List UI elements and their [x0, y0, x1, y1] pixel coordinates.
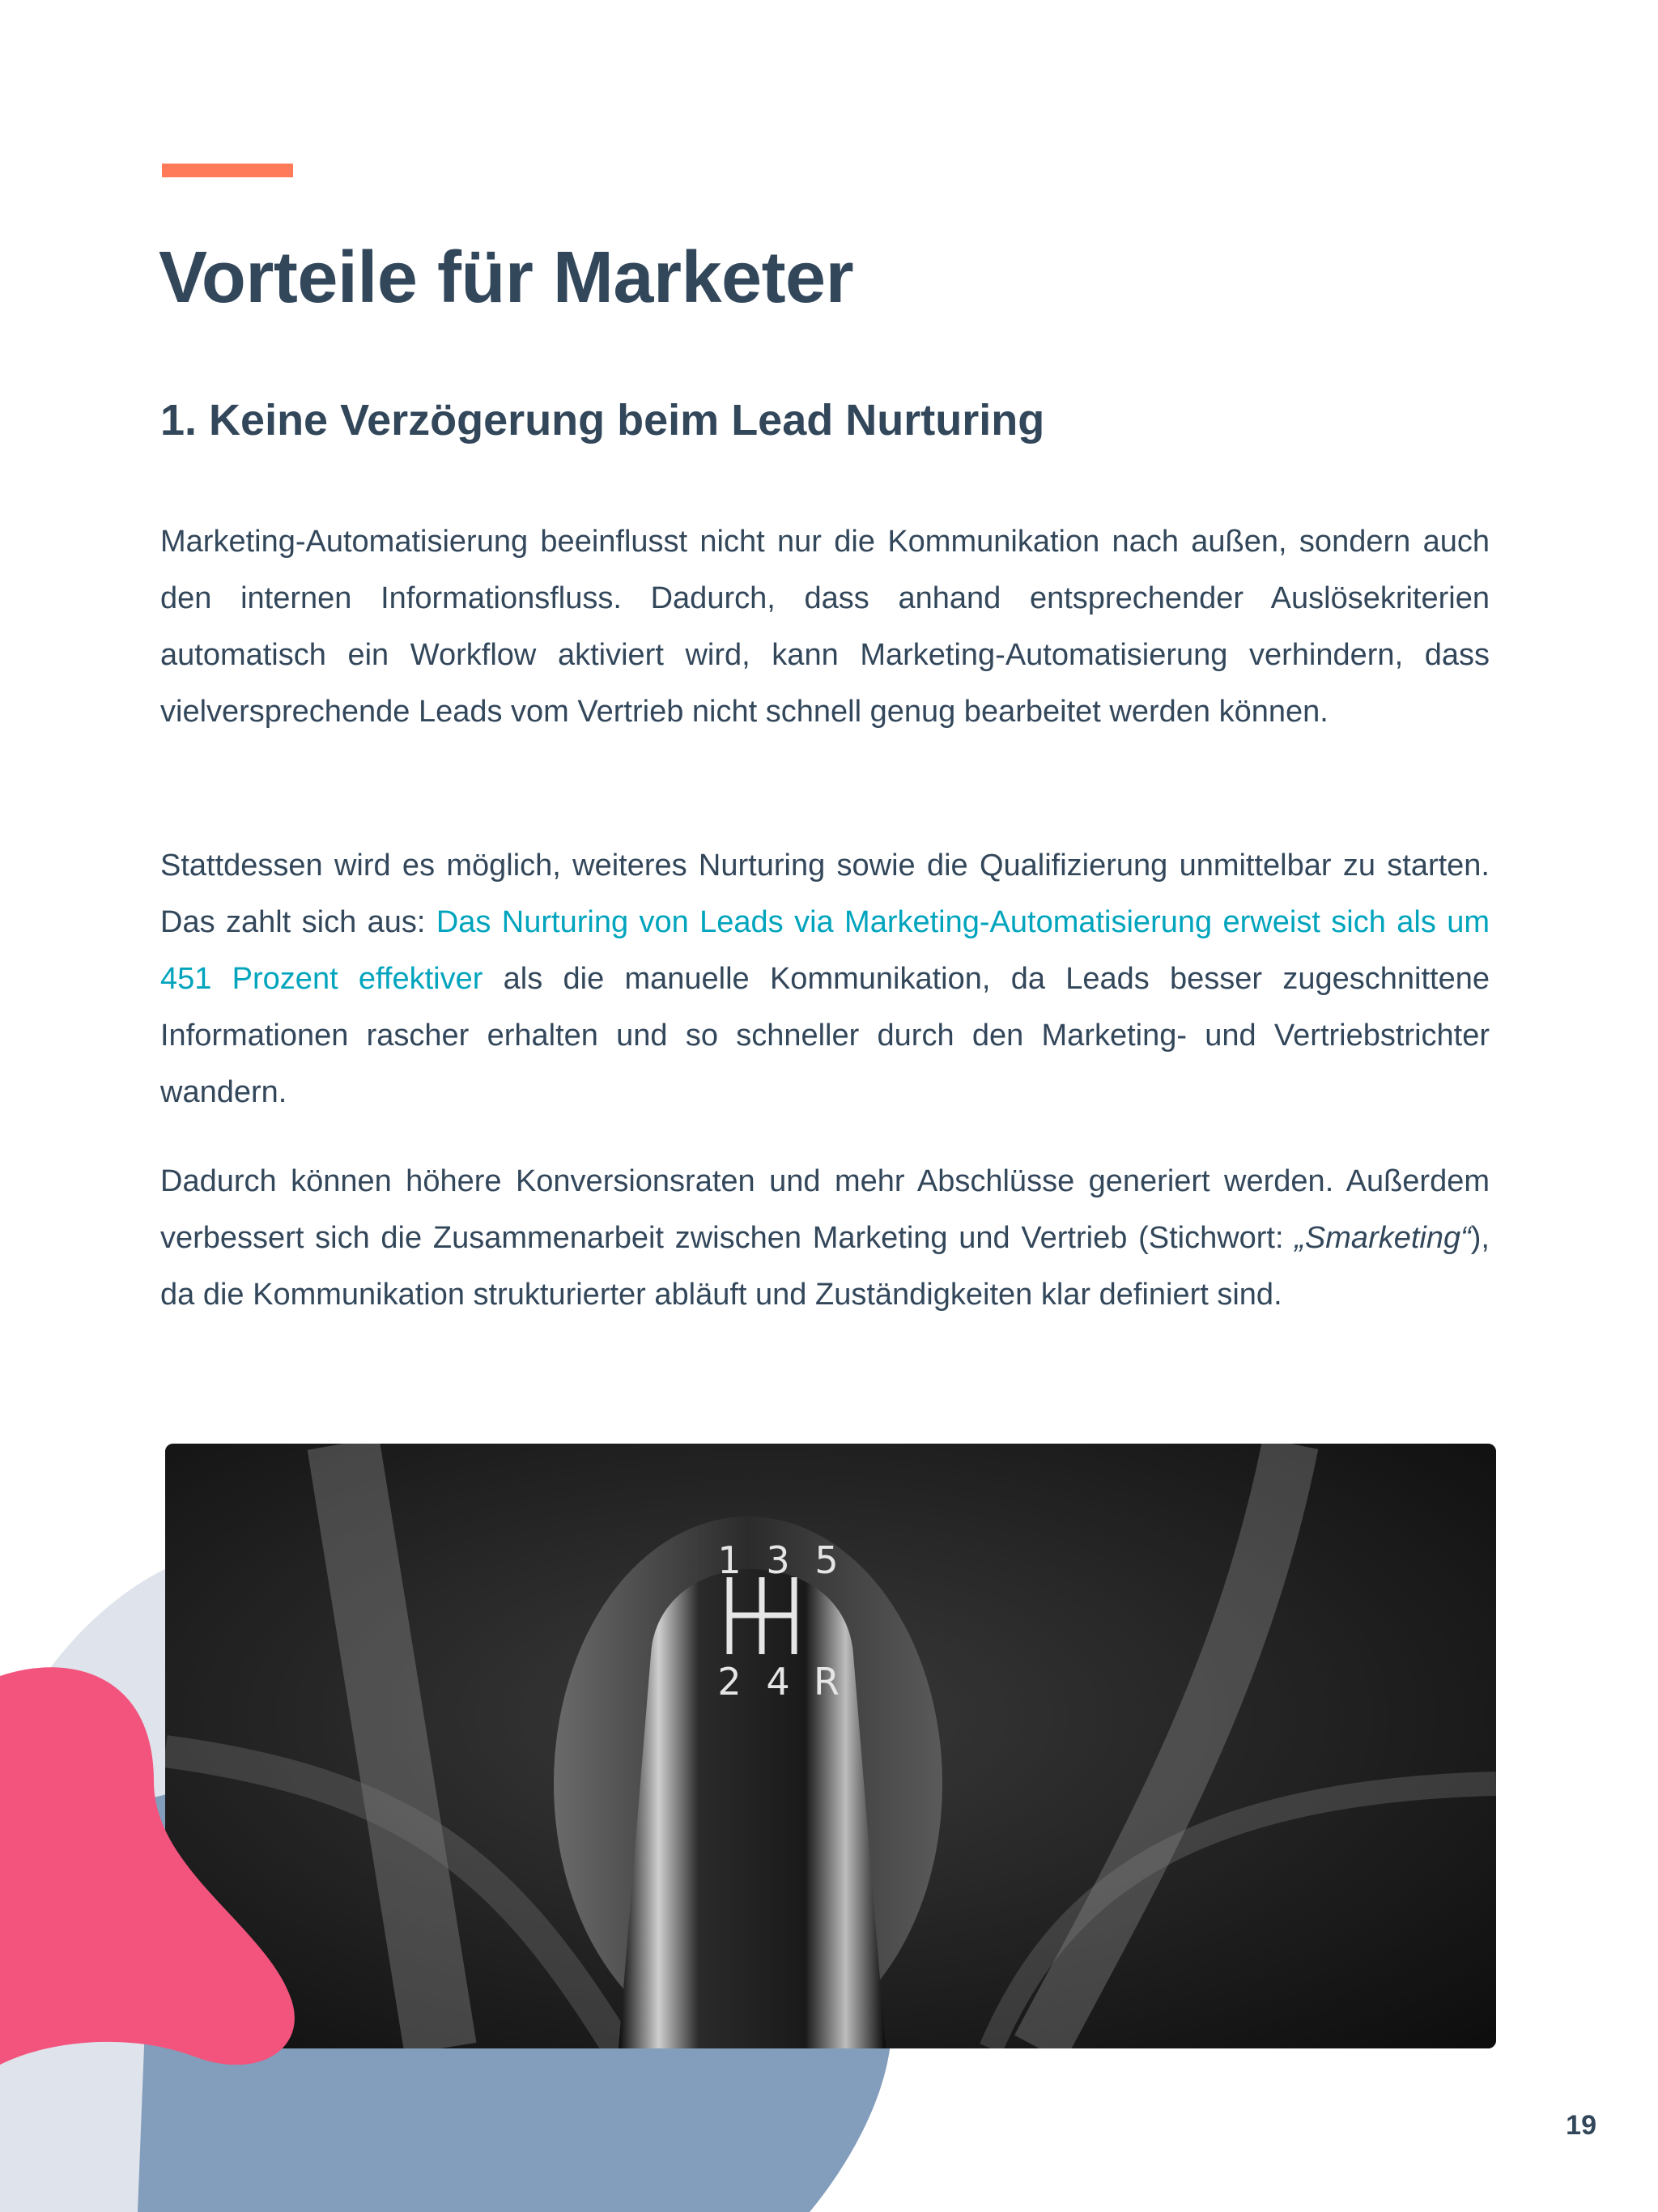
pink-blob	[0, 1660, 324, 2065]
page-number: 19	[1566, 2110, 1596, 2141]
paragraph-3-text-end: ), da die Kommunikation strukturierter abläuft und Zuständigkeiten klar definiert sind.	[160, 1221, 1490, 1312]
paragraph-3-text-start: Dadurch können höhere Konversionsraten und mehr Abschlüsse generiert werden. Außerdem verbessert sich die Zusammenarbeit zwischen Marketing und Vertrieb (Stichwort:	[160, 1164, 1490, 1255]
accent-bar	[162, 164, 293, 177]
gear-label-1: 1	[717, 1538, 742, 1582]
paragraph-2-text-start: Stattdessen wird es möglich, weiteres Nurturing sowie die Qualifizierung unmittelbar zu starten. Das zahlt sich aus:	[160, 849, 1490, 939]
gear-label-3: 3	[766, 1538, 790, 1582]
gear-label-4: 4	[766, 1660, 790, 1704]
gear-label-5: 5	[814, 1538, 839, 1582]
section-heading: 1. Keine Verzögerung beim Lead Nurturing	[160, 396, 1045, 445]
paragraph-2-text-end: als die manuelle Kommunikation, da Leads besser zugeschnittene Informationen rascher erhalten und so schneller durch den Marketing- und Vertriebstrichter wandern.	[160, 962, 1490, 1109]
page-title: Vorteile für Marketer	[159, 237, 854, 318]
gear-shift-photo	[165, 1444, 1496, 2048]
statistic-link[interactable]: Das Nurturing von Leads via Marketing-Automatisierung erweist sich als um 451 Prozent effektiver	[160, 905, 1490, 996]
gear-label-2: 2	[717, 1660, 742, 1704]
paragraph-1: Marketing-Automatisierung beeinflusst nicht nur die Kommunikation nach außen, sondern auch den internen Informationsfluss. Dadurch, dass anhand entsprechender Auslösekriterien automatisch ein Workflow aktiviert wird, kann Marketing-Automatisierung verhindern, dass vielversprechende Leads vom Vertrieb nicht schnell genug bearbeitet werden können.	[160, 525, 1490, 729]
smarketing-term: „Smarketing“	[1295, 1221, 1471, 1255]
paragraph-2	[160, 837, 1490, 1121]
gear-label-r: R	[814, 1660, 840, 1704]
paragraph-3	[160, 1153, 1490, 1323]
